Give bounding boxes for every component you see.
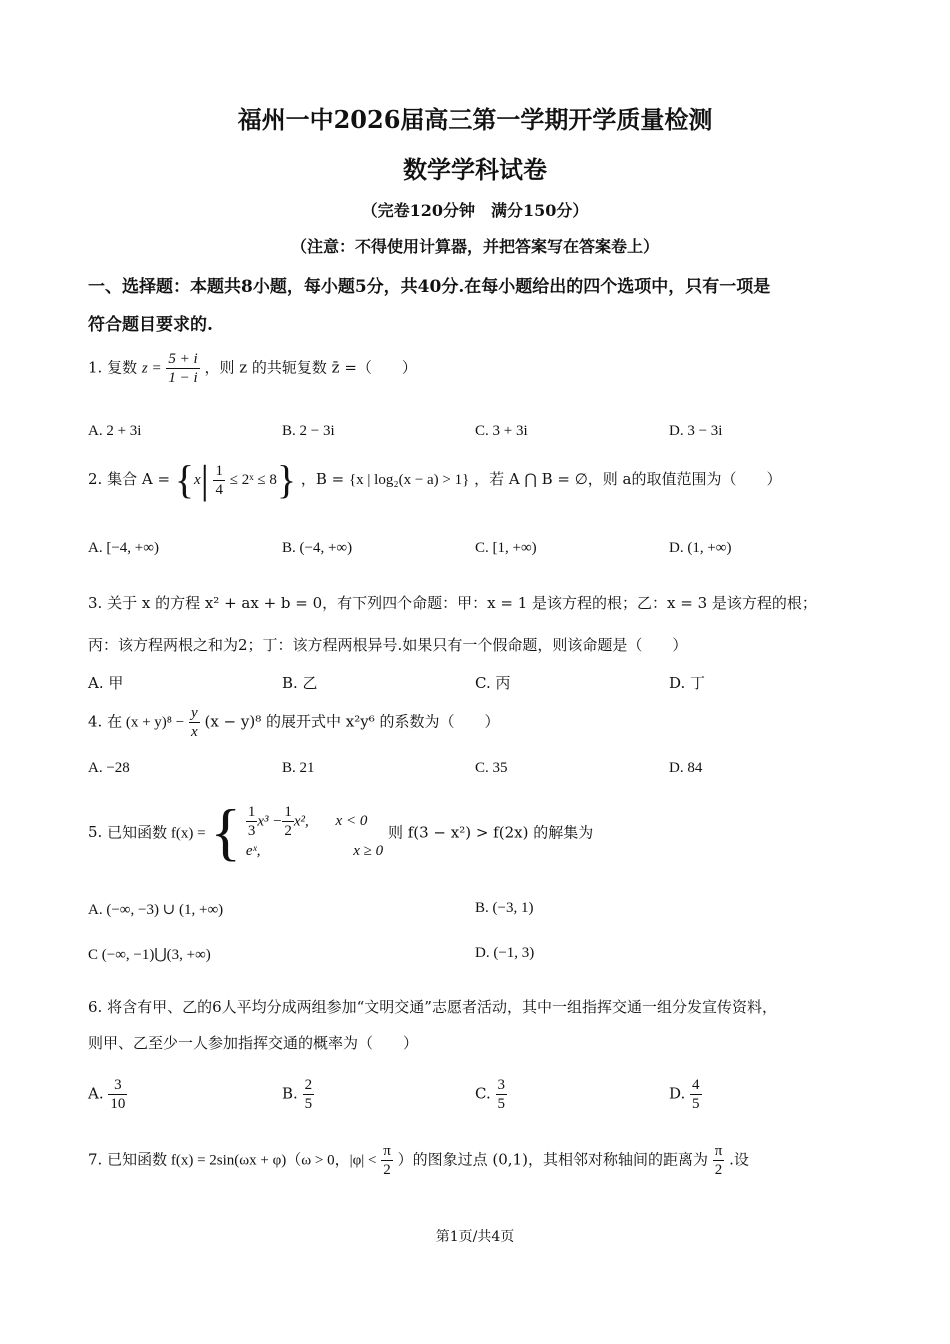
- q5-case-1: [246, 803, 383, 840]
- q6-option-b-label: B.: [282, 1084, 298, 1103]
- q5-case1-mid: x³ −: [257, 813, 283, 829]
- q1-frac-den: 1 − i: [168, 370, 198, 386]
- q7-frac2-den: 2: [714, 1162, 723, 1178]
- question-7: [88, 1142, 749, 1179]
- q5-option-c[interactable]: C (−∞, −1)⋃(3, +∞): [88, 947, 211, 963]
- q4-option-c[interactable]: C. 35: [475, 760, 508, 776]
- q7-frac1-den: 2: [383, 1162, 391, 1178]
- q7-suffix: .设: [729, 1150, 749, 1169]
- q6-option-d[interactable]: [669, 1076, 702, 1113]
- q7-frac2-num: π: [714, 1143, 723, 1159]
- question-6-line-1: 6. 将含有甲、乙的6人平均分成两组参加“文明交通”志愿者活动，其中一组指挥交通一组分发宣传资料，: [88, 998, 777, 1016]
- q1-suffix: ，则 z 的共轭复数 z̄ =（ ）: [204, 358, 417, 377]
- q4-frac-num: y: [191, 705, 198, 721]
- q6-option-c-label: C.: [475, 1084, 491, 1103]
- q3-option-a[interactable]: A. 甲: [88, 674, 124, 692]
- exam-title: 福州一中2026届高三第一学期开学质量检测: [237, 105, 713, 134]
- q3-option-d[interactable]: D. 丁: [669, 674, 706, 692]
- q6-option-c-den: 5: [497, 1096, 505, 1112]
- question-6-line-2: 则甲、乙至少一人参加指挥交通的概率为（ ）: [88, 1034, 419, 1052]
- q5-case1-frac-a-den: 3: [247, 822, 256, 839]
- q4-number: 4.: [88, 712, 103, 731]
- q6-option-b[interactable]: [282, 1076, 314, 1113]
- notice: （注意：不得使用计算器，并把答案写在答案卷上）: [290, 237, 659, 256]
- q2-brace-close: }: [276, 457, 297, 502]
- q6-option-d-label: D.: [669, 1084, 686, 1103]
- q6-option-a-label: A.: [88, 1084, 104, 1103]
- q2-setA-frac-num: 1: [215, 462, 223, 479]
- q5-cases: [246, 803, 383, 862]
- q6-option-a-fraction: [108, 1076, 127, 1113]
- exam-subtitle: 数学学科试卷: [403, 155, 547, 184]
- q5-brace: {: [210, 796, 242, 867]
- q5-case2-cond: x ≥ 0: [353, 842, 384, 859]
- q5-case1-frac-b-den: 2: [284, 822, 292, 839]
- q5-prefix: 已知函数 f(x) =: [107, 825, 206, 842]
- q4-option-b[interactable]: B. 21: [282, 760, 315, 776]
- q4-fraction: [189, 704, 200, 741]
- q7-fraction-1: [381, 1142, 393, 1179]
- q2-bar: |: [200, 457, 209, 502]
- q2-brace-open: {: [174, 457, 195, 502]
- q2-prefix: 集合 A =: [107, 470, 171, 488]
- q2-number: 2.: [88, 470, 103, 488]
- question-1: [88, 350, 417, 387]
- q6-option-c[interactable]: [475, 1076, 507, 1113]
- q2-suffix: ，若 A ⋂ B = ∅，则 a的取值范围为（ ）: [474, 470, 782, 488]
- q6-option-d-den: 5: [692, 1096, 700, 1112]
- q4-option-a[interactable]: A. −28: [88, 760, 130, 776]
- q2-setA-fraction: [213, 462, 225, 499]
- q7-middle: ）的图象过点 (0,1)，其相邻对称轴间的距离为: [397, 1150, 708, 1169]
- q2-option-d[interactable]: D. (1, +∞): [669, 540, 732, 556]
- q6-option-a[interactable]: [88, 1076, 127, 1113]
- q5-case1-frac-a-num: 1: [247, 803, 256, 820]
- q4-prefix: 在 (x + y)⁸ −: [107, 714, 185, 731]
- question-5: [88, 796, 594, 867]
- time-info: （完卷120分钟 满分150分）: [361, 201, 589, 220]
- q1-lhs: z =: [141, 360, 162, 377]
- q5-case1-frac-b: [282, 803, 294, 840]
- q6-option-c-fraction: [496, 1076, 508, 1113]
- q2-option-b[interactable]: B. (−4, +∞): [282, 540, 353, 556]
- q5-number: 5.: [88, 823, 103, 841]
- q1-option-a[interactable]: A. 2 + 3i: [88, 423, 142, 439]
- q1-fraction: [166, 350, 199, 387]
- q2-setB: {x | log₂(x − a) > 1}: [348, 472, 470, 488]
- q4-option-d[interactable]: D. 84: [669, 760, 703, 776]
- q2-option-c[interactable]: C. [1, +∞): [475, 540, 537, 556]
- q1-number: 1.: [88, 358, 103, 377]
- q5-option-b[interactable]: B. (−3, 1): [475, 900, 534, 916]
- q6-option-a-den: 10: [110, 1096, 126, 1112]
- q1-option-b[interactable]: B. 2 − 3i: [282, 423, 335, 439]
- q6-option-a-num: 3: [108, 1076, 127, 1095]
- q3-option-c[interactable]: C. 丙: [475, 674, 511, 692]
- q6-option-c-num: 3: [497, 1077, 505, 1093]
- q6-option-d-fraction: [690, 1076, 702, 1113]
- q1-frac-num: 5 + i: [168, 351, 198, 367]
- section-1-heading-cont: 符合题目要求的.: [88, 315, 213, 335]
- q7-number: 7.: [88, 1150, 103, 1169]
- q2-setA-var: x: [194, 472, 201, 488]
- q6-option-b-fraction: [303, 1076, 315, 1113]
- q6-option-b-den: 5: [304, 1096, 313, 1112]
- q6-option-b-num: 2: [304, 1077, 313, 1093]
- q5-case1-frac-b-num: 1: [284, 803, 292, 820]
- q5-case2-expr: eˣ,: [245, 842, 261, 859]
- q2-middle: ，B =: [300, 470, 345, 488]
- q2-option-a[interactable]: A. [−4, +∞): [88, 540, 159, 556]
- q4-suffix: (x − y)⁸ 的展开式中 x²y⁶ 的系数为（ ）: [204, 712, 500, 731]
- question-2: [88, 457, 782, 502]
- q7-prefix: 已知函数 f(x) = 2sin(ωx + φ)（ω > 0，|φ| <: [107, 1152, 377, 1169]
- q2-setA-cond: ≤ 2ˣ ≤ 8: [229, 472, 277, 488]
- q7-frac1-num: π: [383, 1143, 391, 1159]
- section-1-heading: 一、选择题：本题共8小题，每小题5分，共40分.在每小题给出的四个选项中，只有一项是: [88, 277, 771, 297]
- question-3-line-1: 3. 关于 x 的方程 x² + ax + b = 0，有下列四个命题：甲：x = 1 是该方程的根；乙：x = 3 是该方程的根；: [88, 594, 817, 612]
- q5-case1-frac-a: [246, 803, 258, 840]
- q5-suffix: 则 f(3 − x²) > f(2x) 的解集为: [387, 823, 594, 842]
- q7-fraction-2: [713, 1142, 725, 1179]
- q3-option-b[interactable]: B. 乙: [282, 674, 318, 692]
- question-3-line-2: 丙：该方程两根之和为2；丁：该方程两根异号.如果只有一个假命题，则该命题是（ ）: [88, 636, 688, 654]
- q1-option-c[interactable]: C. 3 + 3i: [475, 423, 528, 439]
- q4-frac-den: x: [191, 724, 198, 740]
- q2-setB-text: x | log₂(x − a) > 1: [356, 472, 463, 488]
- q5-option-d[interactable]: D. (−1, 3): [475, 945, 535, 961]
- q5-option-a[interactable]: A. (−∞, −3) ∪ (1, +∞): [88, 902, 224, 918]
- question-4: [88, 704, 500, 741]
- q1-prefix: 复数: [107, 358, 138, 377]
- page-footer: 第1页/共4页: [435, 1229, 515, 1245]
- q5-case1-end: x²,: [293, 813, 309, 829]
- q5-case1-cond: x < 0: [335, 813, 368, 829]
- q5-case-2: [246, 840, 383, 862]
- q6-option-d-num: 4: [692, 1077, 700, 1093]
- q1-option-d[interactable]: D. 3 − 3i: [669, 423, 723, 439]
- q2-setA-frac-den: 4: [215, 481, 223, 498]
